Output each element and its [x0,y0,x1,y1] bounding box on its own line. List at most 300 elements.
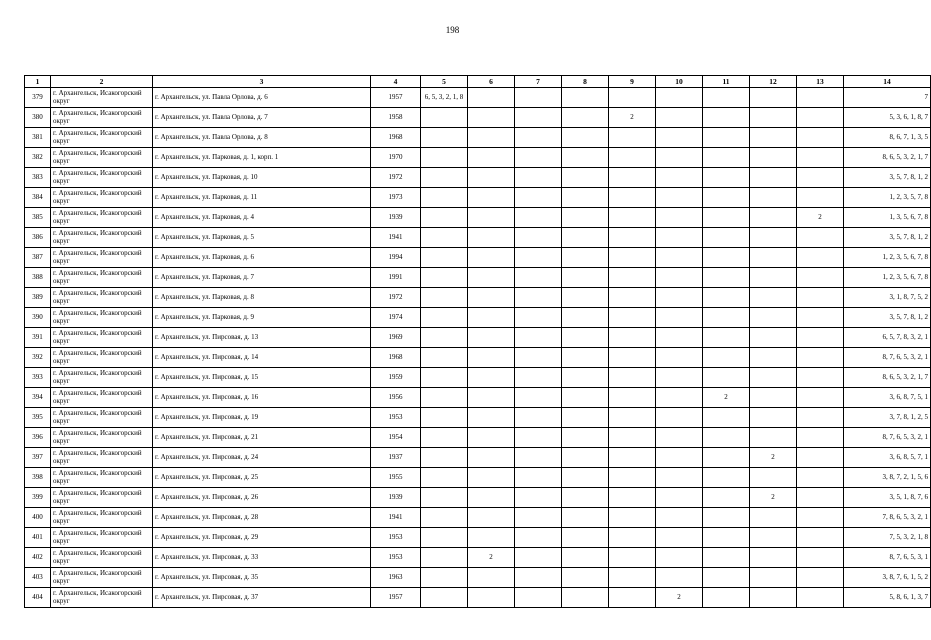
col-9-cell [609,488,656,508]
table-row [25,568,931,588]
col-10-cell [656,448,703,468]
col-8-cell [562,348,609,368]
column-header-12: 12 [750,76,797,88]
col-7-cell [515,588,562,608]
col-11-cell [703,368,750,388]
table-row [25,468,931,488]
col-9-cell [609,168,656,188]
col-12-cell [750,208,797,228]
col-12-cell [750,588,797,608]
col-13-cell: 2 [797,208,844,228]
col-14-cell: 3, 7, 8, 1, 2, 5 [844,408,931,428]
year-cell: 1953 [371,528,421,548]
col-14-cell: 1, 2, 3, 5, 7, 8 [844,188,931,208]
year-cell: 1963 [371,568,421,588]
col-12-cell [750,568,797,588]
col-9-cell [609,128,656,148]
col-14-cell: 8, 7, 6, 5, 3, 1 [844,548,931,568]
col-5-cell [421,448,468,468]
row-number: 395 [25,408,51,428]
col-12-cell [750,228,797,248]
district-cell: г. Архангельск, Исакогорский округ [51,268,153,288]
col-13-cell [797,388,844,408]
col-13-cell [797,88,844,108]
col-12-cell [750,288,797,308]
row-number: 381 [25,128,51,148]
table-row [25,88,931,108]
col-14-cell: 8, 6, 7, 1, 3, 5 [844,128,931,148]
column-header-1: 1 [25,76,51,88]
year-cell: 1959 [371,368,421,388]
col-6-cell [468,308,515,328]
col-10-cell [656,108,703,128]
row-number: 389 [25,288,51,308]
row-number: 402 [25,548,51,568]
col-14-cell: 3, 1, 8, 7, 5, 2 [844,288,931,308]
column-header-6: 6 [468,76,515,88]
district-cell: г. Архангельск, Исакогорский округ [51,528,153,548]
col-12-cell [750,348,797,368]
year-cell: 1957 [371,588,421,608]
col-5-cell [421,228,468,248]
col-8-cell [562,268,609,288]
row-number: 380 [25,108,51,128]
col-6-cell [468,468,515,488]
col-8-cell [562,308,609,328]
col-10-cell [656,368,703,388]
year-cell: 1956 [371,388,421,408]
address-cell: г. Архангельск, ул. Парковая, д. 4 [153,208,371,228]
col-6-cell [468,408,515,428]
col-14-cell: 7, 8, 6, 5, 3, 2, 1 [844,508,931,528]
col-9-cell [609,368,656,388]
col-11-cell [703,228,750,248]
col-11-cell [703,528,750,548]
row-number: 393 [25,368,51,388]
column-header-5: 5 [421,76,468,88]
col-11-cell [703,208,750,228]
col-7-cell [515,528,562,548]
col-13-cell [797,468,844,488]
table-row [25,108,931,128]
col-11-cell [703,88,750,108]
col-14-cell: 7 [844,88,931,108]
district-cell: г. Архангельск, Исакогорский округ [51,288,153,308]
col-5-cell [421,348,468,368]
col-10-cell [656,208,703,228]
col-13-cell [797,148,844,168]
col-10-cell [656,408,703,428]
col-12-cell [750,408,797,428]
year-cell: 1937 [371,448,421,468]
col-10-cell [656,468,703,488]
district-cell: г. Архангельск, Исакогорский округ [51,388,153,408]
col-11-cell [703,468,750,488]
district-cell: г. Архангельск, Исакогорский округ [51,568,153,588]
col-7-cell [515,488,562,508]
address-cell: г. Архангельск, ул. Пирсовая, д. 37 [153,588,371,608]
district-cell: г. Архангельск, Исакогорский округ [51,148,153,168]
col-10-cell [656,508,703,528]
col-12-cell: 2 [750,488,797,508]
year-cell: 1968 [371,348,421,368]
col-6-cell [468,128,515,148]
col-5-cell [421,128,468,148]
col-9-cell: 2 [609,108,656,128]
col-14-cell: 1, 2, 3, 5, 6, 7, 8 [844,248,931,268]
column-header-9: 9 [609,76,656,88]
col-5-cell [421,108,468,128]
col-13-cell [797,508,844,528]
col-8-cell [562,448,609,468]
col-12-cell [750,388,797,408]
col-5-cell [421,388,468,408]
col-11-cell: 2 [703,388,750,408]
table-row [25,248,931,268]
district-cell: г. Архангельск, Исакогорский округ [51,588,153,608]
col-11-cell [703,448,750,468]
table-row [25,408,931,428]
district-cell: г. Архангельск, Исакогорский округ [51,128,153,148]
row-number: 404 [25,588,51,608]
district-cell: г. Архангельск, Исакогорский округ [51,428,153,448]
column-header-11: 11 [703,76,750,88]
row-number: 385 [25,208,51,228]
col-14-cell: 8, 7, 6, 5, 3, 2, 1 [844,348,931,368]
col-7-cell [515,428,562,448]
address-cell: г. Архангельск, ул. Пирсовая, д. 35 [153,568,371,588]
col-11-cell [703,248,750,268]
district-cell: г. Архангельск, Исакогорский округ [51,168,153,188]
col-13-cell [797,408,844,428]
address-cell: г. Архангельск, ул. Парковая, д. 1, корп. 1 [153,148,371,168]
col-10-cell [656,388,703,408]
col-10-cell [656,248,703,268]
col-9-cell [609,88,656,108]
col-7-cell [515,248,562,268]
col-5-cell [421,428,468,448]
col-5-cell [421,308,468,328]
col-11-cell [703,588,750,608]
col-6-cell [468,88,515,108]
col-6-cell [468,228,515,248]
col-7-cell [515,388,562,408]
col-14-cell: 3, 5, 7, 8, 1, 2 [844,168,931,188]
col-10-cell [656,88,703,108]
col-14-cell: 3, 8, 7, 6, 1, 5, 2 [844,568,931,588]
col-13-cell [797,128,844,148]
year-cell: 1939 [371,208,421,228]
row-number: 392 [25,348,51,368]
row-number: 386 [25,228,51,248]
col-5-cell [421,188,468,208]
col-6-cell [468,108,515,128]
column-header-8: 8 [562,76,609,88]
year-cell: 1941 [371,508,421,528]
district-cell: г. Архангельск, Исакогорский округ [51,208,153,228]
col-11-cell [703,348,750,368]
col-10-cell [656,128,703,148]
address-cell: г. Архангельск, ул. Пирсовая, д. 16 [153,388,371,408]
col-5-cell [421,328,468,348]
col-5-cell [421,288,468,308]
col-5-cell [421,568,468,588]
district-cell: г. Архангельск, Исакогорский округ [51,368,153,388]
header-row [25,76,931,88]
col-9-cell [609,468,656,488]
col-11-cell [703,128,750,148]
col-9-cell [609,268,656,288]
year-cell: 1941 [371,228,421,248]
col-10-cell [656,428,703,448]
column-header-14: 14 [844,76,931,88]
address-cell: г. Архангельск, ул. Пирсовая, д. 13 [153,328,371,348]
col-7-cell [515,108,562,128]
col-6-cell [468,328,515,348]
table-row [25,428,931,448]
col-7-cell [515,228,562,248]
col-10-cell [656,548,703,568]
row-number: 396 [25,428,51,448]
col-14-cell: 5, 3, 6, 1, 8, 7 [844,108,931,128]
table-row [25,548,931,568]
col-12-cell [750,468,797,488]
table-row [25,508,931,528]
year-cell: 1972 [371,288,421,308]
col-9-cell [609,588,656,608]
col-5-cell [421,548,468,568]
address-cell: г. Архангельск, ул. Пирсовая, д. 28 [153,508,371,528]
year-cell: 1955 [371,468,421,488]
col-7-cell [515,148,562,168]
row-number: 382 [25,148,51,168]
col-9-cell [609,248,656,268]
col-9-cell [609,528,656,548]
year-cell: 1970 [371,148,421,168]
col-6-cell [468,528,515,548]
table-row [25,448,931,468]
col-5-cell [421,208,468,228]
row-number: 400 [25,508,51,528]
row-number: 391 [25,328,51,348]
col-7-cell [515,568,562,588]
col-12-cell [750,88,797,108]
col-10-cell [656,148,703,168]
col-11-cell [703,568,750,588]
address-cell: г. Архангельск, ул. Парковая, д. 8 [153,288,371,308]
column-header-2: 2 [51,76,153,88]
building-registry-table [24,75,931,608]
page-number: 198 [445,25,460,35]
col-11-cell [703,488,750,508]
col-14-cell: 3, 5, 7, 8, 1, 2 [844,308,931,328]
col-6-cell [468,168,515,188]
col-11-cell [703,548,750,568]
col-5-cell [421,508,468,528]
row-number: 403 [25,568,51,588]
col-13-cell [797,548,844,568]
table-row [25,488,931,508]
table-row [25,128,931,148]
col-9-cell [609,448,656,468]
col-12-cell [750,548,797,568]
col-9-cell [609,568,656,588]
col-8-cell [562,548,609,568]
row-number: 388 [25,268,51,288]
col-6-cell [468,288,515,308]
address-cell: г. Архангельск, ул. Парковая, д. 11 [153,188,371,208]
col-14-cell: 3, 5, 1, 8, 7, 6 [844,488,931,508]
col-10-cell [656,288,703,308]
col-8-cell [562,228,609,248]
year-cell: 1994 [371,248,421,268]
col-8-cell [562,108,609,128]
col-8-cell [562,88,609,108]
col-7-cell [515,548,562,568]
address-cell: г. Архангельск, ул. Парковая, д. 7 [153,268,371,288]
col-8-cell [562,468,609,488]
col-13-cell [797,248,844,268]
col-6-cell [468,508,515,528]
col-12-cell [750,108,797,128]
col-8-cell [562,508,609,528]
address-cell: г. Архангельск, ул. Пирсовая, д. 15 [153,368,371,388]
col-8-cell [562,168,609,188]
col-11-cell [703,428,750,448]
col-13-cell [797,368,844,388]
col-6-cell [468,188,515,208]
col-11-cell [703,168,750,188]
table-row [25,308,931,328]
district-cell: г. Архангельск, Исакогорский округ [51,408,153,428]
table-row [25,288,931,308]
address-cell: г. Архангельск, ул. Пирсовая, д. 14 [153,348,371,368]
table-row [25,388,931,408]
col-12-cell [750,248,797,268]
district-cell: г. Архангельск, Исакогорский округ [51,348,153,368]
col-9-cell [609,328,656,348]
col-8-cell [562,208,609,228]
col-10-cell [656,268,703,288]
table-row [25,228,931,248]
row-number: 399 [25,488,51,508]
district-cell: г. Архангельск, Исакогорский округ [51,488,153,508]
col-10-cell [656,528,703,548]
col-9-cell [609,188,656,208]
row-number: 379 [25,88,51,108]
col-7-cell [515,448,562,468]
address-cell: г. Архангельск, ул. Пирсовая, д. 33 [153,548,371,568]
col-5-cell [421,468,468,488]
col-6-cell [468,428,515,448]
col-13-cell [797,188,844,208]
table-row [25,528,931,548]
col-10-cell [656,568,703,588]
col-6-cell [468,588,515,608]
column-header-10: 10 [656,76,703,88]
col-13-cell [797,228,844,248]
col-14-cell: 1, 3, 5, 6, 7, 8 [844,208,931,228]
col-5-cell [421,588,468,608]
year-cell: 1957 [371,88,421,108]
col-7-cell [515,288,562,308]
col-5-cell [421,248,468,268]
col-10-cell [656,348,703,368]
col-10-cell [656,308,703,328]
col-14-cell: 8, 6, 5, 3, 2, 1, 7 [844,368,931,388]
table-row [25,188,931,208]
col-5-cell [421,168,468,188]
col-13-cell [797,328,844,348]
col-12-cell [750,268,797,288]
col-8-cell [562,188,609,208]
col-8-cell [562,528,609,548]
col-14-cell: 3, 6, 8, 5, 7, 1 [844,448,931,468]
col-10-cell [656,228,703,248]
col-7-cell [515,268,562,288]
col-7-cell [515,88,562,108]
col-9-cell [609,428,656,448]
col-5-cell [421,408,468,428]
col-11-cell [703,308,750,328]
address-cell: г. Архангельск, ул. Пирсовая, д. 21 [153,428,371,448]
col-7-cell [515,308,562,328]
address-cell: г. Архангельск, ул. Пирсовая, д. 26 [153,488,371,508]
col-6-cell [468,388,515,408]
col-10-cell [656,168,703,188]
col-6-cell [468,148,515,168]
col-13-cell [797,308,844,328]
column-header-4: 4 [371,76,421,88]
col-13-cell [797,568,844,588]
col-7-cell [515,408,562,428]
table-row [25,368,931,388]
year-cell: 1973 [371,188,421,208]
col-14-cell: 3, 5, 7, 8, 1, 2 [844,228,931,248]
col-6-cell [468,348,515,368]
col-7-cell [515,348,562,368]
col-14-cell: 6, 5, 7, 8, 3, 2, 1 [844,328,931,348]
table-row [25,148,931,168]
table-row [25,168,931,188]
col-11-cell [703,508,750,528]
year-cell: 1953 [371,548,421,568]
address-cell: г. Архангельск, ул. Парковая, д. 5 [153,228,371,248]
district-cell: г. Архангельск, Исакогорский округ [51,448,153,468]
col-9-cell [609,228,656,248]
address-cell: г. Архангельск, ул. Парковая, д. 10 [153,168,371,188]
year-cell: 1953 [371,408,421,428]
address-cell: г. Архангельск, ул. Пирсовая, д. 29 [153,528,371,548]
row-number: 383 [25,168,51,188]
col-12-cell: 2 [750,448,797,468]
col-12-cell [750,168,797,188]
col-6-cell: 2 [468,548,515,568]
district-cell: г. Архангельск, Исакогорский округ [51,308,153,328]
col-7-cell [515,328,562,348]
col-7-cell [515,168,562,188]
col-13-cell [797,268,844,288]
address-cell: г. Архангельск, ул. Пирсовая, д. 19 [153,408,371,428]
col-12-cell [750,188,797,208]
address-cell: г. Архангельск, ул. Парковая, д. 6 [153,248,371,268]
year-cell: 1972 [371,168,421,188]
col-7-cell [515,468,562,488]
district-cell: г. Архангельск, Исакогорский округ [51,88,153,108]
col-13-cell [797,428,844,448]
col-13-cell [797,348,844,368]
col-8-cell [562,488,609,508]
